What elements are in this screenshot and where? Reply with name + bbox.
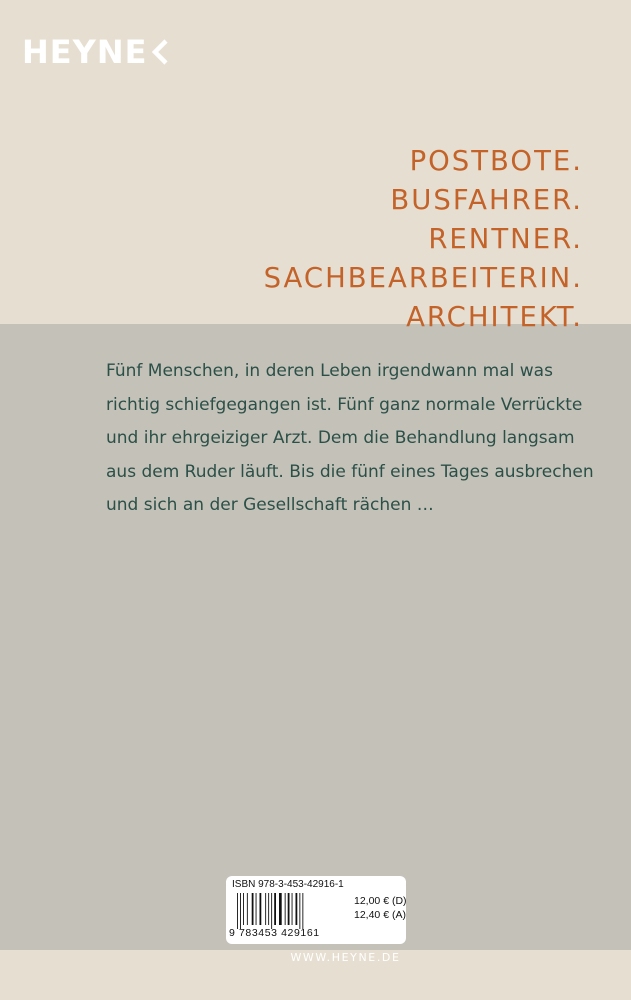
blurb-line: aus dem Ruder läuft. Bis die fünf eines Tages ausbrechen <box>106 461 594 482</box>
blurb-line: und ihr ehrgeiziger Arzt. Dem die Behandlung langsam <box>106 428 575 448</box>
tagline-line: RENTNER. <box>428 223 583 255</box>
barcode-panel <box>226 876 406 944</box>
tagline-line: SACHBEARBEITERIN. <box>263 262 583 294</box>
barcode-icon <box>236 893 354 929</box>
publisher-logo <box>22 34 169 70</box>
blurb-line: und sich an der Gesellschaft rächen … <box>106 495 434 515</box>
chevron-left-icon <box>151 37 169 67</box>
tagline-line: POSTBOTE. <box>409 145 583 177</box>
price-austria: 12,40 € (A) <box>354 909 406 921</box>
blurb-line: Fünf Menschen, in deren Leben irgendwann mal was <box>106 361 553 381</box>
isbn-label: ISBN 978-3-453-42916-1 <box>232 879 344 890</box>
barcode-digits: 9 783453 429161 <box>229 927 320 939</box>
blurb-line: richtig schiefgegangen ist. Fünf ganz normale Verrückte <box>106 394 583 415</box>
tagline-list <box>264 142 583 337</box>
publisher-website: WWW.HEYNE.DE <box>290 951 401 964</box>
blurb-text <box>106 355 606 523</box>
price-germany: 12,00 € (D) <box>354 895 407 907</box>
publisher-logo-text: HEYNE <box>22 33 148 71</box>
tagline-line: ARCHITEKT. <box>406 301 583 333</box>
tagline-line: BUSFAHRER. <box>390 184 583 216</box>
